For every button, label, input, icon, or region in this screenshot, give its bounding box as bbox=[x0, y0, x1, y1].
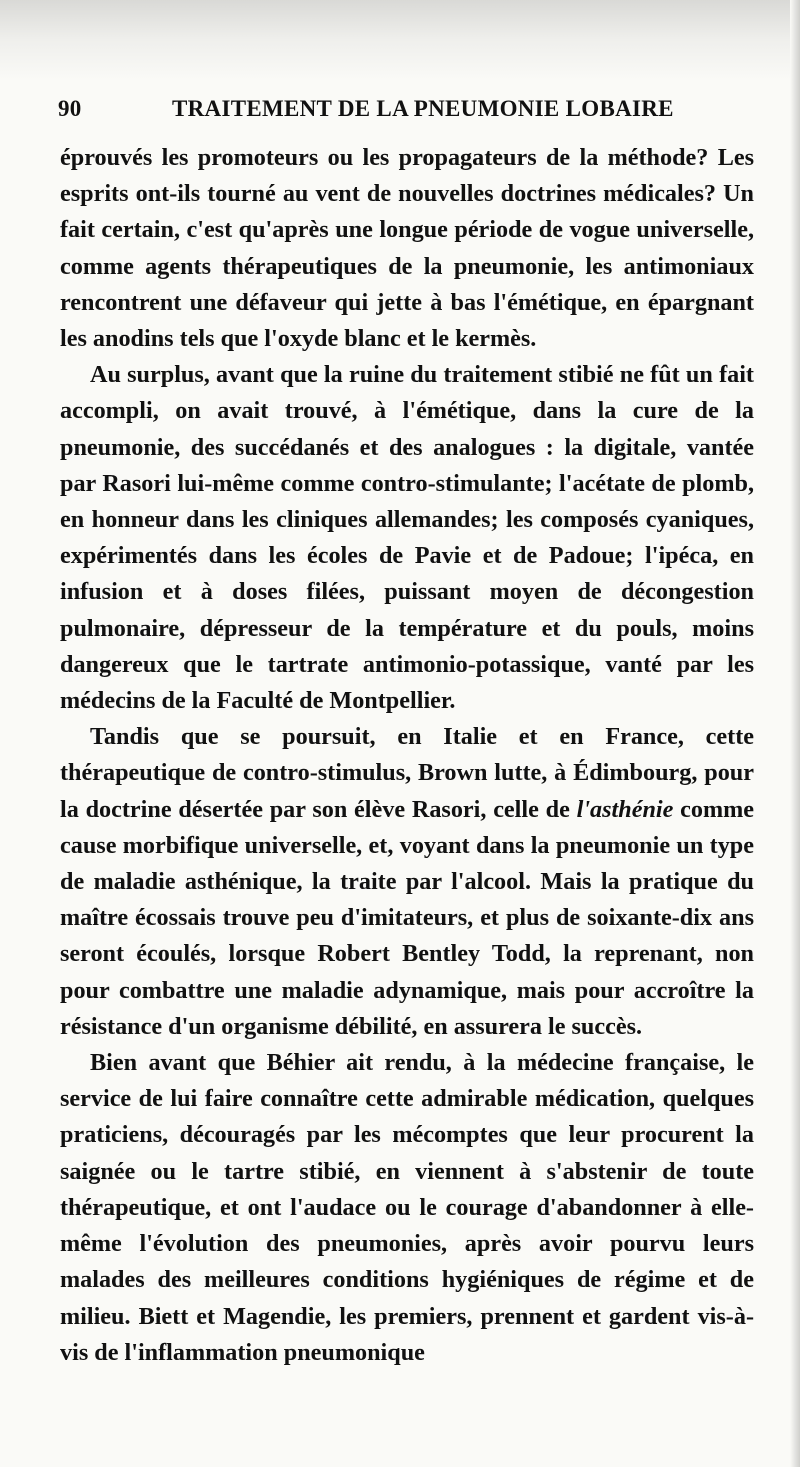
paragraph-3 bbox=[60, 719, 754, 1045]
page-edge-shadow bbox=[790, 0, 800, 1467]
running-title: TRAITEMENT DE LA PNEUMONIE LOBAIRE bbox=[172, 96, 674, 121]
paragraph-3-text-end: comme cause morbifique universelle, et, voyant dans la pneumonie un type de maladie asthénique, la traite par l'alcool. Mais la pratique du maître écossais trouve peu d'imitateurs, et plus de soixante-dix ans seront écoulés, lorsque Robert Bentley Todd, la reprenant, non pour combattre une maladie adynamique, mais pour accroître la résistance d'un organisme débilité, en assurera le succès. bbox=[60, 795, 754, 1040]
paragraph-2: Au surplus, avant que la ruine du traitement stibié ne fût un fait accompli, on avait trouvé, à l'émétique, dans la cure de la pneumonie, des succédanés et des analogues : la digitale, vantée par Rasori lui-même comme contro-stimulante; l'acétate de plomb, en honneur dans les cliniques allemandes; les composés cyaniques, expérimentés dans les écoles de Pavie et de Padoue; l'ipéca, en infusion et à doses filées, puissant moyen de décongestion pulmonaire, dépresseur de la température et du pouls, moins dangereux que le tartrate antimonio-potassique, vanté par les médecins de la Faculté de Montpellier. bbox=[60, 361, 754, 715]
page-number: 90 bbox=[58, 96, 82, 121]
paragraph-3-italic-term: l'asthénie bbox=[576, 795, 674, 823]
paragraph-3-text-start: Tandis que se poursuit, en Italie et en France, cette thérapeutique de contro-stimulus, Brown lutte, à Édimbourg, pour la doctrine désertée par son élève Rasori, celle de bbox=[60, 723, 754, 823]
running-header bbox=[58, 96, 748, 132]
paragraph-1: éprouvés les promoteurs ou les propagateurs de la méthode? Les esprits ont-ils tourné au vent de nouvelles doctrines médicales? Un fait certain, c'est qu'après une longue période de vogue universelle, comme agents thérapeutiques de la pneumonie, les antimoniaux rencontrent une défaveur qui jette à bas l'émétique, en épargnant les anodins tels que l'oxyde blanc et le kermès. bbox=[60, 144, 754, 353]
paragraph-4: Bien avant que Béhier ait rendu, à la médecine française, le service de lui faire connaître cette admirable médication, quelques praticiens, découragés par les mécomptes que leur procurent la saignée ou le tartre stibié, en viennent à s'abstenir de toute thérapeutique, et ont l'audace ou le courage d'abandonner à elle-même l'évolution des pneumonies, après avoir pourvu leurs malades des meilleures conditions hygiéniques de régime et de milieu. Biett et Magendie, les premiers, prennent et gardent vis-à-vis de l'inflammation pneumonique bbox=[60, 1049, 754, 1366]
body-text bbox=[60, 140, 754, 1371]
